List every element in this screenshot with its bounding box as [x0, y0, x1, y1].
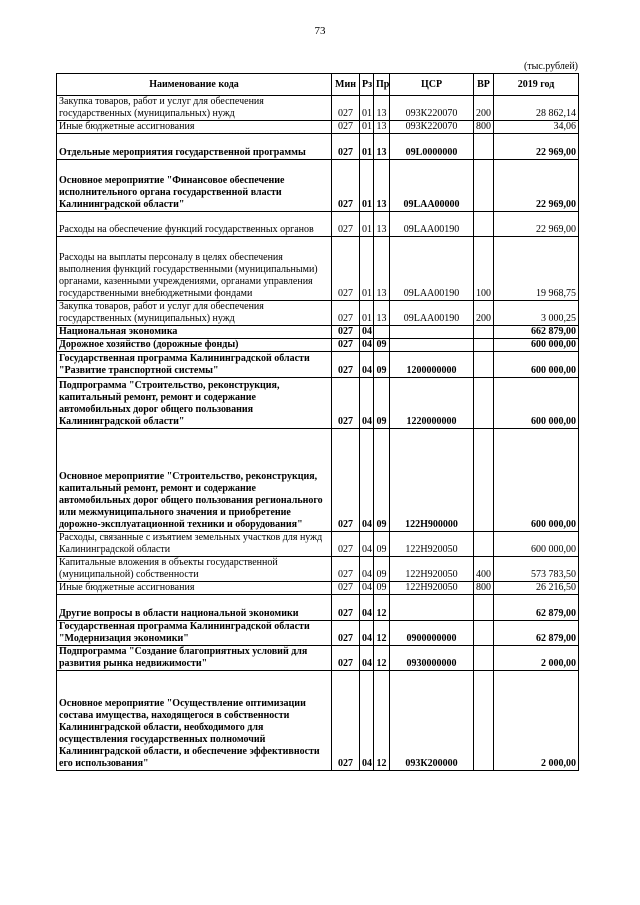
table-row: [57, 326, 579, 339]
budget-table: [56, 73, 579, 771]
cell-csr: 0900000000: [390, 621, 474, 646]
cell-pr: 13: [374, 237, 390, 301]
cell-csr: 122Н900000: [390, 429, 474, 532]
cell-vr: [474, 134, 494, 160]
cell-name: Государственная программа Калининградской области "Развитие транспортной системы": [57, 352, 332, 378]
table-row: [57, 212, 579, 237]
cell-amount: 600 000,00: [494, 378, 579, 429]
cell-name: Основное мероприятие "Строительство, реконструкция, капитальный ремонт, ремонт и содержание автомобильных дорог общего пользования регионального или межмуниципального значения и приобретение дорожно-эксплуатационной техники и оборудования": [57, 429, 332, 532]
cell-pr: 13: [374, 301, 390, 326]
cell-min: 027: [332, 557, 360, 582]
cell-vr: [474, 326, 494, 339]
cell-min: 027: [332, 160, 360, 212]
cell-rz: 04: [360, 378, 374, 429]
cell-rz: 01: [360, 301, 374, 326]
cell-min: 027: [332, 621, 360, 646]
cell-name: Расходы на выплаты персоналу в целях обеспечения выполнения функций государственными (муниципальными) органами, казенными учреждениями, органами управления государственными внебюджетными фондами: [57, 237, 332, 301]
table-row: [57, 378, 579, 429]
cell-csr: 122Н920050: [390, 582, 474, 595]
cell-vr: 200: [474, 96, 494, 121]
cell-min: 027: [332, 532, 360, 557]
header-rz: Рз: [360, 74, 374, 96]
cell-name: Основное мероприятие "Осуществление оптимизации состава имущества, находящегося в собственности Калининградской области, необходимого для осуществления государственных полномочий Калининградской области, и обеспечение эффективности его использования": [57, 671, 332, 771]
cell-min: 027: [332, 134, 360, 160]
cell-name: Капитальные вложения в объекты государственной (муниципальной) собственности: [57, 557, 332, 582]
cell-csr: [390, 326, 474, 339]
cell-amount: 2 000,00: [494, 671, 579, 771]
cell-vr: 400: [474, 557, 494, 582]
cell-min: 027: [332, 671, 360, 771]
table-row: [57, 96, 579, 121]
cell-name: Дорожное хозяйство (дорожные фонды): [57, 339, 332, 352]
cell-name: Национальная экономика: [57, 326, 332, 339]
cell-amount: 34,06: [494, 121, 579, 134]
cell-vr: [474, 339, 494, 352]
table-row: [57, 429, 579, 532]
cell-min: 027: [332, 378, 360, 429]
cell-pr: [374, 326, 390, 339]
cell-name: Подпрограмма "Создание благоприятных условий для развития рынка недвижимости": [57, 646, 332, 671]
cell-vr: [474, 160, 494, 212]
cell-amount: 662 879,00: [494, 326, 579, 339]
cell-csr: [390, 339, 474, 352]
cell-vr: [474, 646, 494, 671]
cell-amount: 22 969,00: [494, 160, 579, 212]
cell-vr: 800: [474, 121, 494, 134]
cell-rz: 04: [360, 671, 374, 771]
cell-rz: 04: [360, 352, 374, 378]
cell-amount: 28 862,14: [494, 96, 579, 121]
table-row: [57, 160, 579, 212]
cell-name: Закупка товаров, работ и услуг для обеспечения государственных (муниципальных) нужд: [57, 96, 332, 121]
cell-amount: 2 000,00: [494, 646, 579, 671]
table-row: [57, 621, 579, 646]
cell-pr: 13: [374, 134, 390, 160]
cell-rz: 04: [360, 646, 374, 671]
cell-pr: 13: [374, 212, 390, 237]
cell-vr: [474, 378, 494, 429]
cell-csr: 09LAA00190: [390, 212, 474, 237]
cell-rz: 04: [360, 532, 374, 557]
cell-rz: 01: [360, 212, 374, 237]
cell-pr: 12: [374, 671, 390, 771]
cell-csr: 122Н920050: [390, 557, 474, 582]
cell-name: Государственная программа Калининградской области "Модернизация экономики": [57, 621, 332, 646]
cell-name: Иные бюджетные ассигнования: [57, 582, 332, 595]
cell-min: 027: [332, 121, 360, 134]
cell-csr: [390, 595, 474, 621]
header-name: Наименование кода: [57, 74, 332, 96]
cell-rz: 04: [360, 621, 374, 646]
cell-csr: 09LAA00190: [390, 301, 474, 326]
cell-pr: 12: [374, 621, 390, 646]
cell-rz: 01: [360, 134, 374, 160]
cell-min: 027: [332, 301, 360, 326]
cell-vr: [474, 621, 494, 646]
cell-amount: 22 969,00: [494, 134, 579, 160]
table-row: [57, 582, 579, 595]
cell-pr: 13: [374, 121, 390, 134]
cell-rz: 01: [360, 121, 374, 134]
cell-name: Закупка товаров, работ и услуг для обеспечения государственных (муниципальных) нужд: [57, 301, 332, 326]
cell-pr: 09: [374, 557, 390, 582]
cell-min: 027: [332, 212, 360, 237]
table-row: [57, 646, 579, 671]
units-label: (тыс.рублей): [523, 61, 578, 72]
table-row: [57, 339, 579, 352]
cell-pr: 13: [374, 160, 390, 212]
cell-pr: 09: [374, 582, 390, 595]
cell-pr: 13: [374, 96, 390, 121]
cell-name: Иные бюджетные ассигнования: [57, 121, 332, 134]
cell-amount: 62 879,00: [494, 595, 579, 621]
cell-rz: 04: [360, 429, 374, 532]
cell-csr: 1220000000: [390, 378, 474, 429]
cell-amount: 600 000,00: [494, 339, 579, 352]
cell-rz: 01: [360, 237, 374, 301]
cell-min: 027: [332, 582, 360, 595]
header-vr: ВР: [474, 74, 494, 96]
cell-min: 027: [332, 326, 360, 339]
cell-min: 027: [332, 96, 360, 121]
table-row: [57, 301, 579, 326]
cell-csr: 09LAA00000: [390, 160, 474, 212]
cell-vr: [474, 352, 494, 378]
table-row: [57, 671, 579, 771]
cell-csr: 122Н920050: [390, 532, 474, 557]
cell-csr: 093К220070: [390, 96, 474, 121]
cell-amount: 3 000,25: [494, 301, 579, 326]
cell-vr: 100: [474, 237, 494, 301]
cell-vr: [474, 532, 494, 557]
cell-amount: 19 968,75: [494, 237, 579, 301]
table-row: [57, 352, 579, 378]
cell-amount: 600 000,00: [494, 352, 579, 378]
cell-rz: 04: [360, 557, 374, 582]
cell-rz: 04: [360, 595, 374, 621]
cell-vr: 200: [474, 301, 494, 326]
cell-pr: 09: [374, 339, 390, 352]
cell-rz: 01: [360, 96, 374, 121]
cell-pr: 09: [374, 429, 390, 532]
header-csr: ЦСР: [390, 74, 474, 96]
cell-csr: 09LAA00190: [390, 237, 474, 301]
table-row: [57, 532, 579, 557]
header-pr: Пр: [374, 74, 390, 96]
cell-amount: 600 000,00: [494, 532, 579, 557]
table-row: [57, 557, 579, 582]
page-number: 73: [314, 25, 326, 37]
cell-min: 027: [332, 352, 360, 378]
cell-min: 027: [332, 429, 360, 532]
header-amount: 2019 год: [494, 74, 579, 96]
table-row: [57, 595, 579, 621]
cell-csr: 09L0000000: [390, 134, 474, 160]
cell-min: 027: [332, 595, 360, 621]
cell-pr: 09: [374, 378, 390, 429]
cell-name: Расходы на обеспечение функций государственных органов: [57, 212, 332, 237]
cell-vr: [474, 212, 494, 237]
cell-name: Подпрограмма "Строительство, реконструкция, капитальный ремонт, ремонт и содержание автомобильных дорог общего пользования Калининградской области": [57, 378, 332, 429]
cell-min: 027: [332, 646, 360, 671]
cell-vr: [474, 429, 494, 532]
cell-csr: 1200000000: [390, 352, 474, 378]
cell-vr: [474, 671, 494, 771]
cell-csr: 093К200000: [390, 671, 474, 771]
cell-vr: 800: [474, 582, 494, 595]
cell-csr: 0930000000: [390, 646, 474, 671]
cell-rz: 04: [360, 326, 374, 339]
cell-name: Другие вопросы в области национальной экономики: [57, 595, 332, 621]
cell-amount: 62 879,00: [494, 621, 579, 646]
cell-amount: 573 783,50: [494, 557, 579, 582]
cell-name: Основное мероприятие "Финансовое обеспечение исполнительного органа государственной власти Калининградской области": [57, 160, 332, 212]
cell-rz: 01: [360, 160, 374, 212]
cell-rz: 04: [360, 582, 374, 595]
cell-vr: [474, 595, 494, 621]
cell-amount: 600 000,00: [494, 429, 579, 532]
cell-pr: 12: [374, 646, 390, 671]
table-row: [57, 134, 579, 160]
header-min: Мин: [332, 74, 360, 96]
cell-min: 027: [332, 339, 360, 352]
cell-amount: 22 969,00: [494, 212, 579, 237]
cell-min: 027: [332, 237, 360, 301]
cell-csr: 093К220070: [390, 121, 474, 134]
cell-pr: 09: [374, 352, 390, 378]
cell-amount: 26 216,50: [494, 582, 579, 595]
cell-rz: 04: [360, 339, 374, 352]
cell-name: Отдельные мероприятия государственной программы: [57, 134, 332, 160]
table-row: [57, 121, 579, 134]
table-row: [57, 237, 579, 301]
cell-name: Расходы, связанные с изъятием земельных участков для нужд Калининградской области: [57, 532, 332, 557]
cell-pr: 09: [374, 532, 390, 557]
cell-pr: 12: [374, 595, 390, 621]
